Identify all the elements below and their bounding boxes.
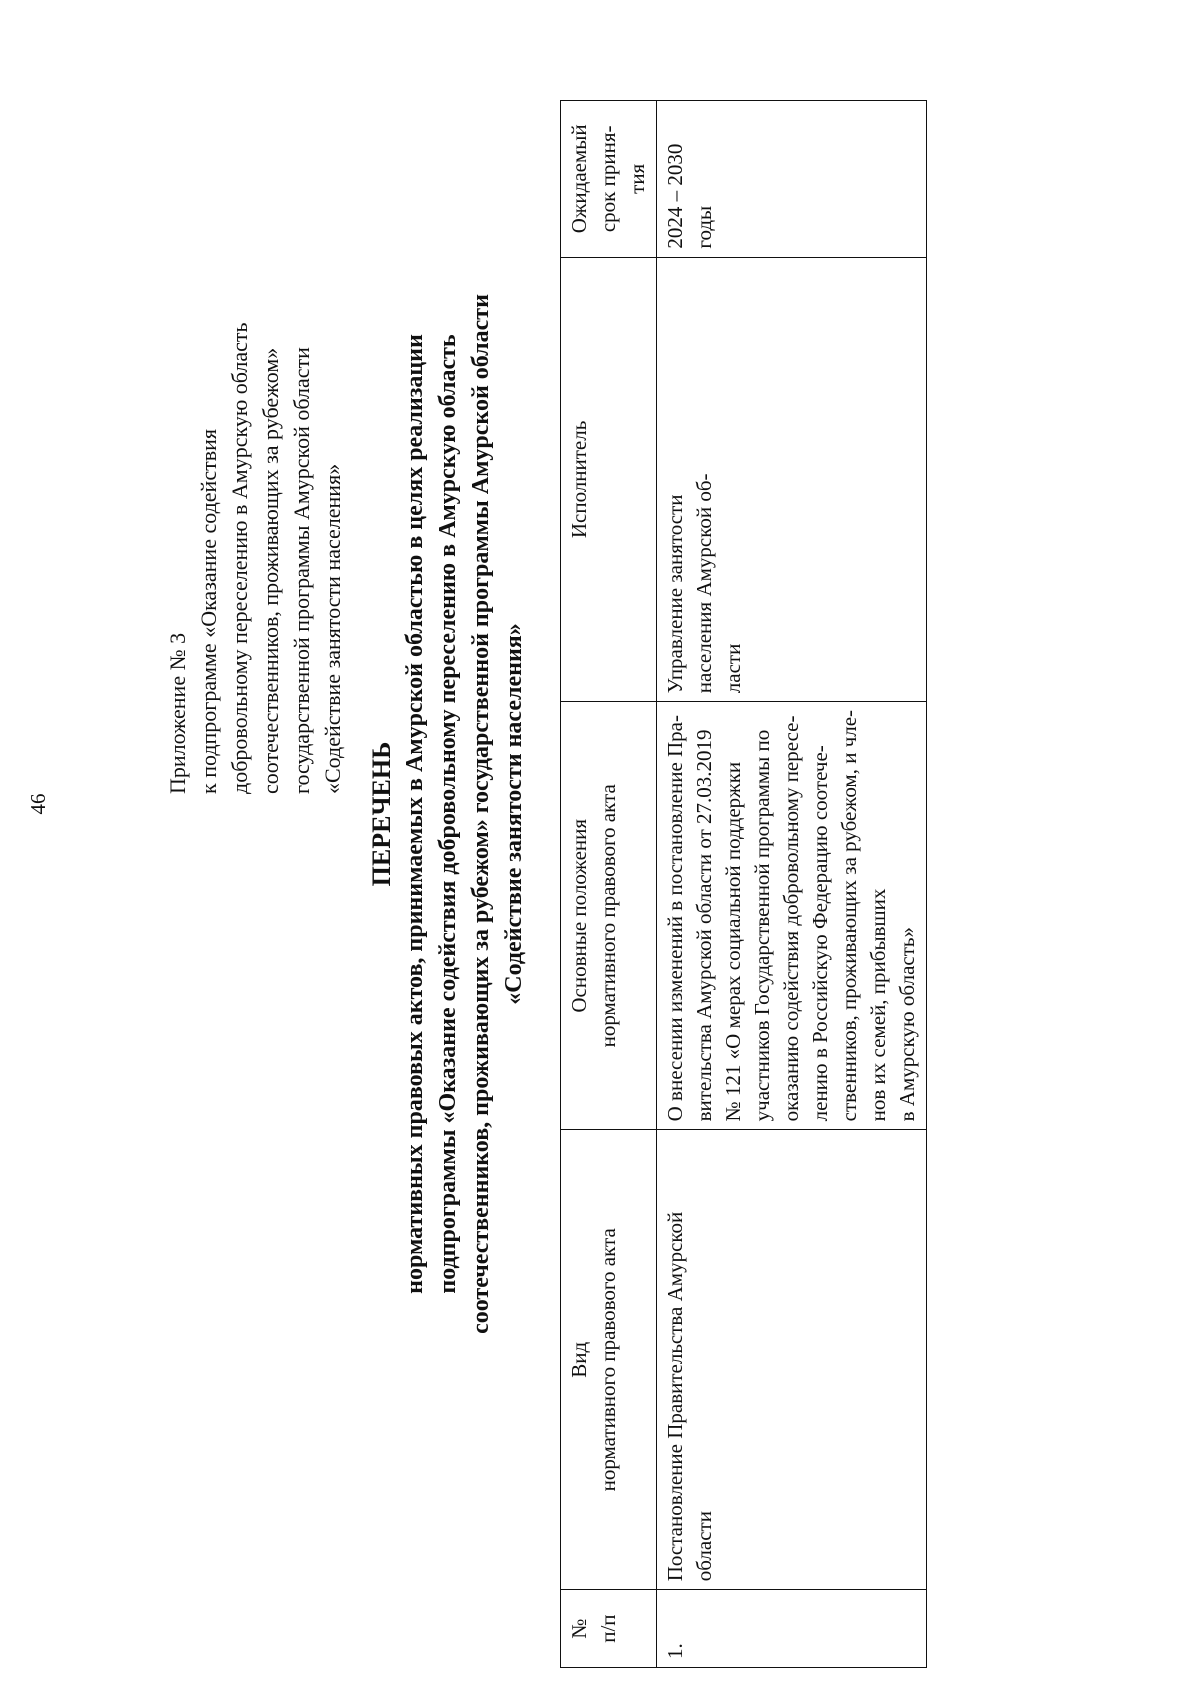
header-line: Ожидаемый	[567, 124, 591, 234]
header-line: срок приня-	[596, 125, 620, 233]
header-executor	[561, 257, 657, 702]
cell-line: области	[692, 1511, 716, 1582]
cell-num: 1.	[657, 1590, 927, 1668]
appendix-line: «Содействие занятости населения»	[320, 463, 345, 794]
header-line: тия	[625, 163, 649, 194]
header-act-type	[561, 1130, 657, 1590]
cell-line: лению в Российскую Федерацию соотече-	[808, 745, 832, 1122]
cell-line: оказанию содействия добровольному пересе-	[779, 715, 803, 1122]
table-row	[657, 101, 927, 1668]
appendix-header	[162, 114, 348, 794]
title-line: нормативных правовых актов, принимаемых в Амурской областью в целях реализации	[402, 334, 428, 1294]
header-num	[561, 1590, 657, 1668]
title-line: подпрограммы «Оказание содействия добровольному переселению в Амурскую область	[435, 334, 461, 1294]
cell-line: ласти	[721, 643, 745, 694]
appendix-line: к подпрограмме «Оказание содействия	[196, 429, 221, 794]
cell-line: 2024 – 2030	[663, 143, 687, 249]
header-line: нормативного правового акта	[596, 784, 620, 1048]
cell-line: годы	[692, 205, 716, 249]
header-provisions	[561, 702, 657, 1130]
cell-provisions	[657, 702, 927, 1130]
table-header-row	[561, 101, 657, 1668]
header-line: Вид	[567, 1341, 591, 1378]
cell-line: № 121 «О мерах социальной поддержки	[721, 761, 745, 1122]
title-line: соотечественников, проживающих за рубежом» государственной программы Амурской области	[468, 294, 494, 1334]
cell-line: вительства Амурской области от 27.03.2019	[692, 729, 716, 1122]
cell-act-type	[657, 1130, 927, 1590]
header-term	[561, 101, 657, 258]
appendix-line: государственной программы Амурской области	[289, 347, 314, 794]
cell-line: ственников, проживающих за рубежом, и чле-	[837, 709, 861, 1122]
header-line: п/п	[596, 1614, 620, 1643]
cell-line: участников Государственной программы по	[750, 729, 774, 1122]
title-line: «Содействие занятости населения»	[501, 623, 527, 1005]
header-line: нормативного правового акта	[596, 1228, 620, 1492]
cell-line: нов их семей, прибывших	[866, 888, 890, 1122]
page-number: 46	[26, 793, 50, 815]
cell-line: населения Амурской об-	[692, 473, 716, 694]
appendix-line: добровольному переселению в Амурскую область	[227, 322, 252, 794]
cell-line: О внесении изменений в постановление Пра-	[663, 715, 687, 1122]
cell-executor	[657, 257, 927, 702]
cell-line: Постановление Правительства Амурской	[663, 1211, 687, 1582]
title-heading: ПЕРЕЧЕНЬ	[367, 741, 396, 887]
header-line: Исполнитель	[567, 420, 591, 539]
appendix-line: Приложение № 3	[165, 632, 190, 794]
cell-line: в Амурскую область»	[895, 927, 919, 1122]
header-line: Основные положения	[567, 818, 591, 1013]
legal-acts-table	[560, 100, 927, 1668]
document-title	[365, 74, 531, 1554]
cell-term	[657, 101, 927, 258]
header-line: №	[567, 1618, 591, 1639]
cell-line: Управление занятости	[663, 494, 687, 694]
appendix-line: соотечественников, проживающих за рубежом»	[258, 347, 283, 794]
